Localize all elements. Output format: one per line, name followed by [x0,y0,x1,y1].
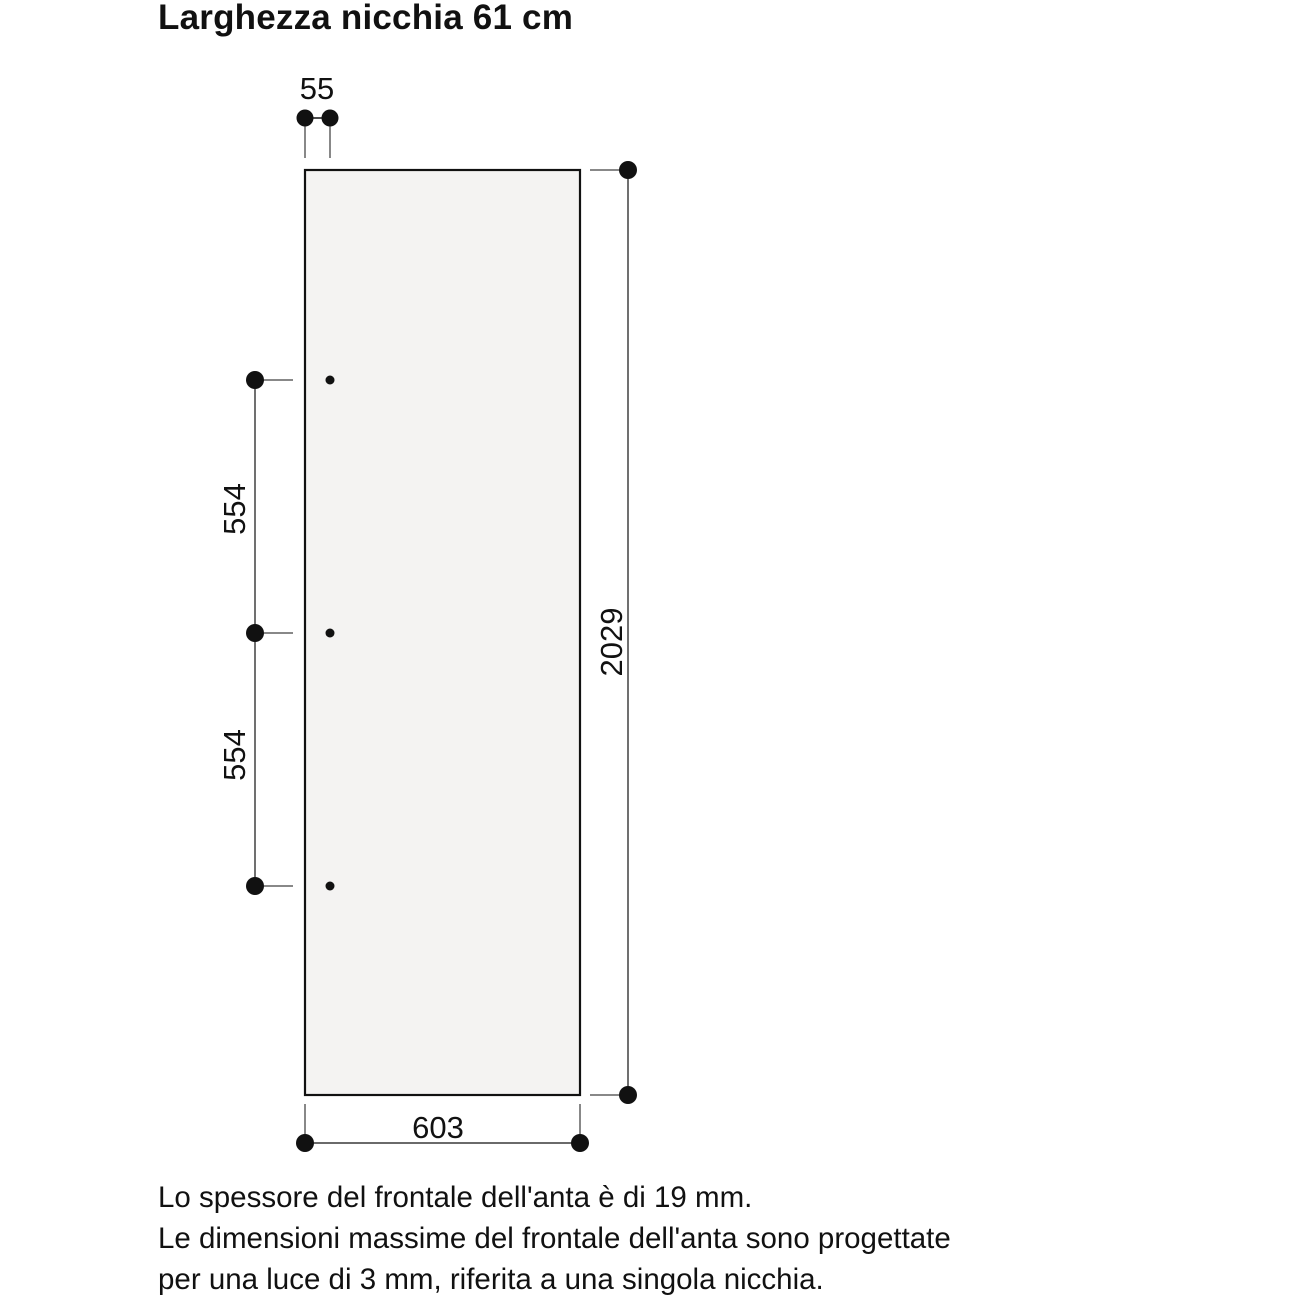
height-dimension-label: 2029 [594,607,629,677]
height-dimension [590,161,637,1104]
note-line-2: Le dimensioni massime del frontale dell'anta sono progettate [158,1222,951,1255]
page-title: Larghezza nicchia 61 cm [158,0,574,37]
hinge-point-bottom [326,882,335,891]
width-dimension-label: 603 [412,1110,464,1145]
hinge-spacing-upper-label: 554 [217,483,252,535]
offset-dimension [297,71,339,158]
door-panel [305,170,580,1095]
note-line-3: per una luce di 3 mm, riferita a una singola nicchia. [158,1263,824,1296]
hinge-point-middle [326,629,335,638]
hinge-spacing-lower-label: 554 [217,729,252,781]
offset-dimension-label: 55 [299,71,335,106]
notes [158,1177,951,1300]
width-dimension [296,1104,589,1152]
hinge-spacing-dimension [217,371,293,895]
note-line-1: Lo spessore del frontale dell'anta è di 19 mm. [158,1181,753,1214]
hinge-point-top [326,376,335,385]
